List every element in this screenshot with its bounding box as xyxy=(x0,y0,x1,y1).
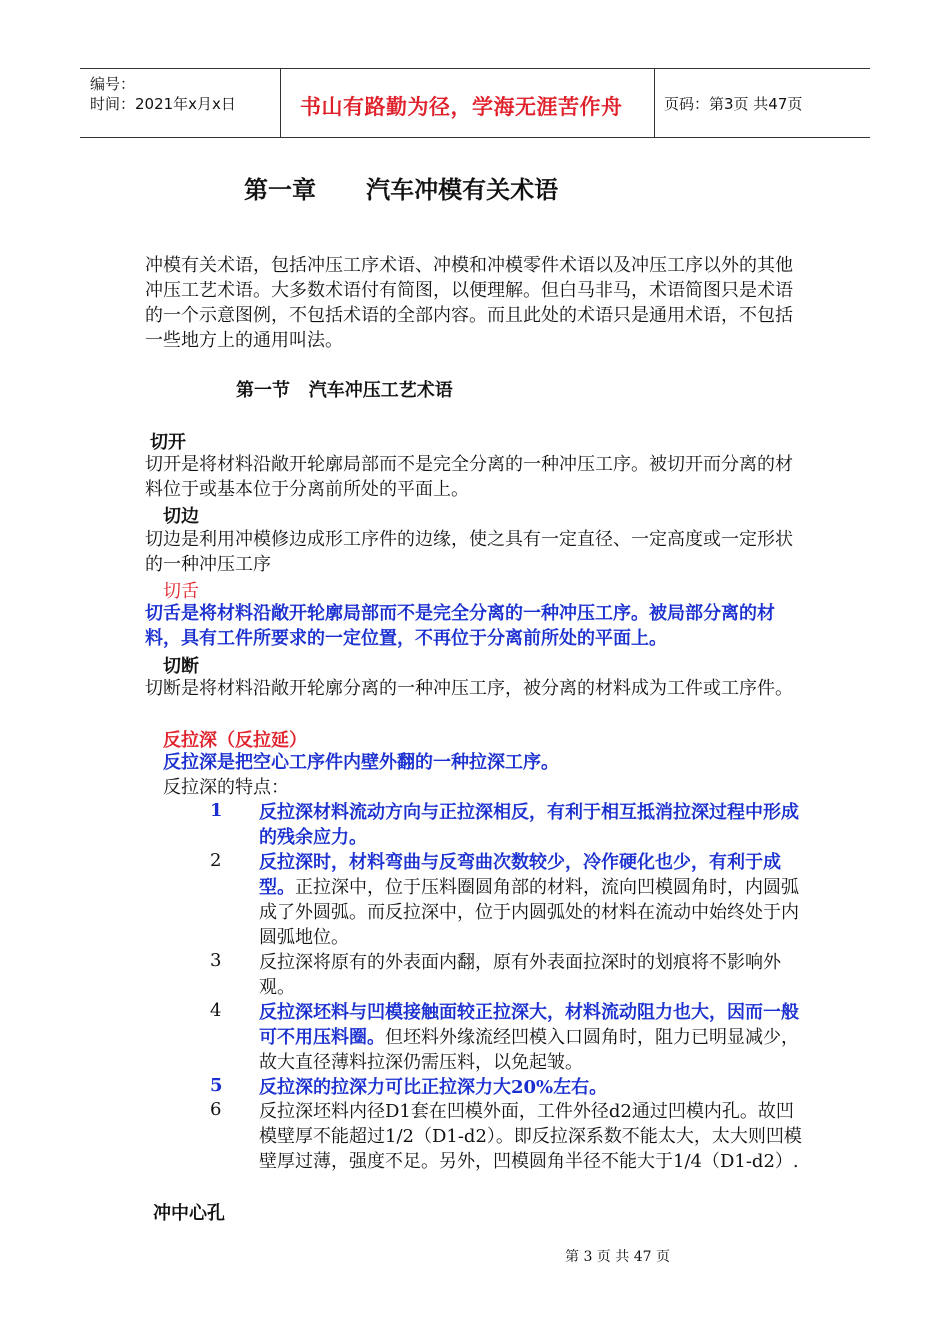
page-info: 页码：第3页 共47页 xyxy=(664,95,803,113)
term-qiebian-desc: 切边是利用冲模修边成形工序件的边缘，使之具有一定直径、一定高度或一定形状的一种冲压工序 xyxy=(145,529,793,575)
intro-paragraph: 冲模有关术语，包括冲压工序术语、冲模和冲模零件术语以及冲压工序以外的其他冲压工艺术语。大多数术语付有简图，以便理解。但白马非马，术语简图只是术语的一个示意图例，不包括术语的全部内容。而且此处的术语只是通用术语，不包括一些地方上的通用叫法。 xyxy=(145,255,793,351)
feature-item xyxy=(259,1000,807,1075)
header-motto-cell xyxy=(280,69,655,137)
motto: 书山有路勤为径，学海无涯苦作舟 xyxy=(300,94,623,119)
header-page-cell xyxy=(654,69,870,137)
number-label: 编号： xyxy=(90,75,136,93)
term-fanlashen-title: 反拉深（反拉延） xyxy=(163,730,307,751)
feature-number: 6 xyxy=(210,1099,222,1120)
feature-number: 4 xyxy=(210,1000,222,1021)
feature-number: 5 xyxy=(210,1075,223,1096)
term-qieduan-title: 切断 xyxy=(163,656,199,677)
feature-emphasis: 反拉深时，材料弯曲与反弯曲次数较少，冷作硬化也少，有利于成型。 xyxy=(259,852,781,898)
page-header xyxy=(80,68,870,138)
feature-emphasis: 反拉深的拉深力可比正拉深力大20%左右。 xyxy=(259,1077,608,1098)
term-qieshe-desc: 切舌是将材料沿敞开轮廓局部而不是完全分离的一种冲压工序。被局部分离的材料，具有工件所要求的一定位置，不再位于分离前所处的平面上。 xyxy=(145,603,775,649)
term-qieduan-desc: 切断是将材料沿敞开轮廓分离的一种冲压工序，被分离的材料成为工件或工序件。 xyxy=(145,678,793,699)
header-meta-cell xyxy=(80,69,281,137)
feature-emphasis: 反拉深坯料与凹模接触面较正拉深大，材料流动阻力也大，因而一般可不用压料圈。 xyxy=(259,1002,799,1048)
feature-number: 2 xyxy=(210,850,222,871)
feature-text: 正拉深中，位于压料圈圆角部的材料，流向凹模圆角时，内圆弧成了外圆弧。而反拉深中，位于内圆弧处的材料在流动中始终处于内圆弧地位。 xyxy=(259,877,799,948)
term-qiekai-desc: 切开是将材料沿敞开轮廓局部而不是完全分离的一种冲压工序。被切开而分离的材料位于或基本位于分离前所处的平面上。 xyxy=(145,454,793,500)
feature-item xyxy=(259,1099,807,1174)
feature-text: 反拉深坯料内径D1套在凹模外面，工件外径d2通过凹模内孔。故凹模壁厚不能超过1/2（D1-d2）。即反拉深系数不能太大，太大则凹模壁厚过薄，强度不足。另外，凹模圆角半径不能大于1/4（D1-d2）. xyxy=(259,1101,802,1172)
chapter-title: 第一章 汽车冲模有关术语 xyxy=(244,176,559,204)
time-label: 时间：2021年x月x日 xyxy=(90,95,236,113)
feature-item xyxy=(259,850,807,950)
term-fanlashen-features-label: 反拉深的特点： xyxy=(163,777,289,798)
feature-number: 1 xyxy=(210,800,223,821)
section-title: 第一节 汽车冲压工艺术语 xyxy=(236,380,453,401)
feature-item xyxy=(259,1075,807,1100)
feature-text: 反拉深将原有的外表面内翻，原有外表面拉深时的划痕将不影响外观。 xyxy=(259,952,781,998)
feature-item xyxy=(259,800,807,850)
term-chongzhongxinkong-title: 冲中心孔 xyxy=(153,1203,225,1224)
feature-number: 3 xyxy=(210,950,222,971)
feature-emphasis: 反拉深材料流动方向与正拉深相反，有利于相互抵消拉深过程中形成的残余应力。 xyxy=(259,802,799,848)
page-footer: 第 3 页 共 47 页 xyxy=(565,1249,670,1265)
term-qieshe-title: 切舌 xyxy=(163,581,199,602)
feature-item xyxy=(259,950,807,1000)
term-fanlashen-desc: 反拉深是把空心工序件内壁外翻的一种拉深工序。 xyxy=(163,752,559,773)
term-qiebian-title: 切边 xyxy=(163,506,199,527)
feature-text: 但坯料外缘流经凹模入口圆角时，阻力已明显减少，故大直径薄料拉深仍需压料，以免起皱。 xyxy=(259,1027,799,1073)
term-qiekai-title: 切开 xyxy=(150,432,186,453)
